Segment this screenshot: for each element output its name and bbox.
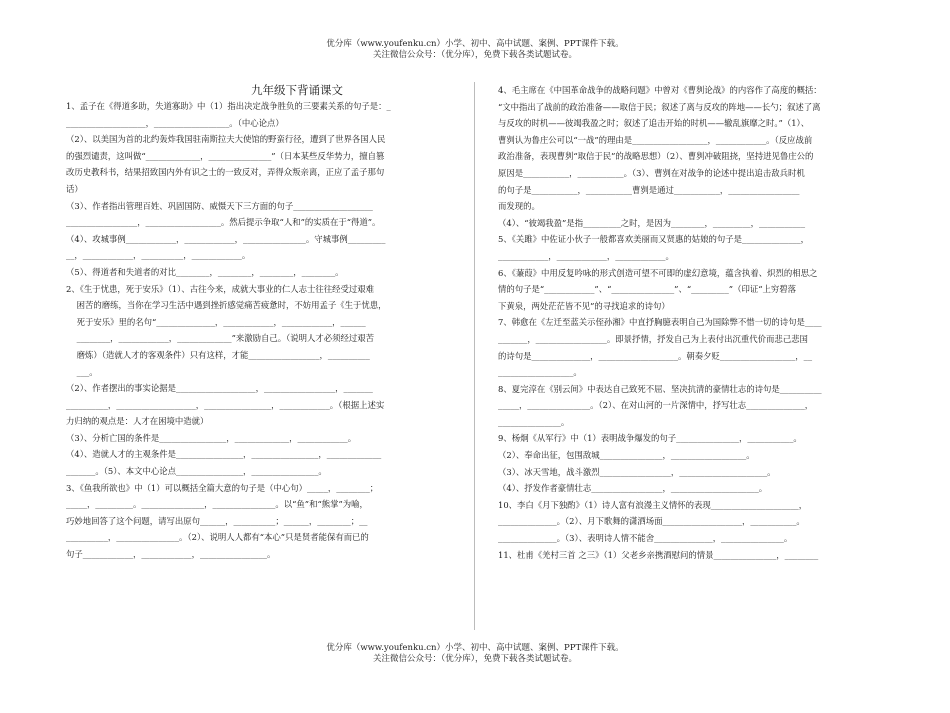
text-line: ____________，____________，____________。 bbox=[498, 250, 674, 261]
text-line: 巧妙地回答了这个问题，请写出原句______，__________；______，________；__ bbox=[66, 515, 368, 526]
text-line: 原因是___________，___________。（3）、曹刿在对战争的论述中提出追击敌兵时机 bbox=[498, 167, 805, 178]
footer-banner-line-1: 优分库（www.youfenku.cn）小学、初中、高中试题、案例、PPT课件下载。 bbox=[326, 643, 624, 653]
text-line: 磨炼）（造就人才的客观条件）只有这样，才能_________________，__________ bbox=[66, 349, 370, 360]
header-banner-line-1: 优分库（www.youfenku.cn）小学、初中、高中试题、案例、PPT课件下载。 bbox=[326, 39, 624, 49]
text-line: 困苦的磨练，当你在学习生活中遇到挫折感觉痛苦疲惫时，不妨用孟子《生于忧患， bbox=[66, 300, 387, 311]
text-line: 的句子是___________，___________曹刿是通过___________，_________________ bbox=[498, 184, 800, 195]
text-line: 曹刿认为鲁庄公可以“一战”的理由是__________________，____________。（反应战前 bbox=[498, 134, 813, 145]
text-line: 力归纳的观点是：人才在困境中造就） bbox=[66, 416, 209, 427]
text-line: _______，_________________。即景抒情，抒发自己为上表付出沉重代价而悲己悲国 bbox=[498, 333, 808, 344]
text-line: 2、《生于忧患，死于安乐》（1）、古往今来，成就大事业的仁人志士往往经受过艰难 bbox=[66, 283, 374, 294]
text-line: 11、杜甫《羌村三首 之三》（1）父老乡亲携酒慰问的情景_______________，________ bbox=[498, 549, 819, 560]
footer-banner bbox=[0, 643, 950, 665]
text-line: 8、夏完淳在《别云间》中表达自己致死不屈、坚决抗清的豪情壮志的诗句是__________ bbox=[498, 383, 822, 394]
text-line: 死于安乐》里的名句“______________，____________，____________，______ bbox=[66, 316, 366, 327]
text-line: 与反攻的时机——彼竭我盈之时；叙述了追击开始的时机——辙乱旗靡之时。”（1）、 bbox=[498, 118, 810, 129]
text-line: __________________。 bbox=[498, 367, 582, 378]
text-line: （3）、冰天雪地，战斗激烈_________________，_____________________。 bbox=[498, 466, 776, 477]
text-line: （4）、抒发作者豪情壮志_________________，_____________________。 bbox=[498, 483, 768, 494]
text-line: _______。（5）、本文中心论点________________，________________。 bbox=[66, 466, 327, 477]
footer-banner-line-2: 关注微信公众号：（优分库），免费下载各类试题试卷。 bbox=[372, 654, 577, 664]
text-line: 下黄泉，两处茫茫皆不见”的寻找追求的诗句） bbox=[498, 300, 670, 311]
text-line: “文中指出了战前的政治准备——取信于民；叙述了离与反攻的阵地——长勺；叙述了离 bbox=[498, 101, 821, 112]
column-divider bbox=[474, 82, 475, 630]
text-line: ______________。（2）、月下歌舞的潇洒场面___________________，___________。 bbox=[498, 516, 805, 527]
page-title: 九年级下背诵课文 bbox=[251, 83, 343, 97]
text-line: 3、《鱼我所欲也》中（1）可以概括全篇大意的句子是（中心句）_____，________； bbox=[66, 482, 379, 493]
text-line: _____，_______________。（2）、在对山河的一片深情中，抒写壮志______________， bbox=[498, 400, 814, 411]
text-line: 而发现的。 bbox=[498, 201, 540, 212]
text-line: _________________，__________________。然后提示争取“人和”的实质在于“得道”。 bbox=[66, 217, 381, 228]
text-line: _______________。 bbox=[498, 416, 570, 427]
text-line: ___________________，__________________。（中心论点） bbox=[66, 117, 284, 128]
text-line: 9、杨炯《从军行》中（1）表明战争爆发的句子_______________，___________。 bbox=[498, 433, 802, 444]
text-line: 1、孟子在《得道多助，失道寡助》中（1）指出决定战争胜负的三要素关系的句子是：_ bbox=[66, 101, 391, 111]
text-line: （2）、奉命出征，包围敌城_______________，__________________。 bbox=[498, 450, 755, 461]
header-banner bbox=[0, 39, 950, 61]
text-line: （2）、作者摆出的事实论据是___________________，_________________，_______ bbox=[66, 383, 373, 394]
text-line: 6、《蒹葭》中用反复吟咏的形式创造可望不可即的虚幻意境，蕴含执着、炽烈的相思之 bbox=[498, 267, 818, 278]
text-line: （4）、攻城事例____________，____________，_______________。守城事例_________ bbox=[66, 233, 386, 244]
text-line: （3）、分析亡国的条件是________________，_____________，____________。 bbox=[66, 432, 357, 443]
text-line: 句子____________，____________，________________。 bbox=[66, 549, 276, 560]
text-line: 政治准备，表现曹刿“取信于民”的战略思想）（2）、曹刿冲破阻挠，坚持进见鲁庄公的 bbox=[498, 151, 814, 162]
text-line: ________，____________，_____________”来激励自己。（说明人才必须经过艰苦 bbox=[66, 333, 375, 344]
text-line: （4）、“彼竭我盈”是指_________之时，是因为________，_________，___________ bbox=[498, 217, 806, 228]
text-line: 7、韩愈在《左迁至蓝关示侄孙湘》中直抒胸臆表明自己为国除弊不惜一切的诗句是____ bbox=[498, 317, 822, 328]
header-banner-line-2: 关注微信公众号：（优分库），免费下载各类试题试卷。 bbox=[372, 50, 577, 60]
text-line: __________，_______________。（2）、说明人人都有“本心”只是贤者能保有而已的 bbox=[66, 532, 369, 543]
text-line: __，____________，__________，____________。 bbox=[66, 250, 251, 261]
text-line: （2）、以美国为首的北约轰炸我国驻南斯拉夫大使馆的野蛮行径，遭到了世界各国人民 bbox=[66, 134, 386, 145]
text-line: 5、《关雎》中佐证小伙子一般都喜欢美丽而又贤惠的姑娘的句子是______________， bbox=[498, 234, 810, 245]
text-line: （4）、造就人才的主观条件是________________，________________，_____________ bbox=[66, 449, 382, 460]
text-line: 改历史教科书，结果招致国内外有识之士的一致反对，弄得众叛亲离，正应了孟子那句 bbox=[66, 167, 385, 178]
text-line: 的诗句是______________，___________________。朝奏夕贬__________________，__ bbox=[498, 350, 813, 361]
text-line: 话） bbox=[66, 183, 83, 194]
left-column bbox=[66, 82, 458, 563]
text-line: __________，___________________，________________，____________。（根据上述实 bbox=[66, 399, 385, 410]
text-line: 的强烈谴责，这叫做“_____________，_______________”（日本某些反华势力，擅自篡 bbox=[66, 150, 385, 161]
right-column bbox=[498, 82, 890, 563]
text-line: ______________。（3）、表明诗人情不能舍______________，_______________。 bbox=[498, 533, 793, 544]
text-line: ___。 bbox=[66, 366, 98, 377]
text-line: 情的句子是“____________”、“_______________”、“_________”（印证“上穷碧落 bbox=[498, 284, 796, 295]
text-line: _____，_________。_______________，_______________。以“鱼”和“熊掌”为喻， bbox=[66, 499, 368, 510]
text-line: （5）、得道者和失道者的对比________，________，________，________。 bbox=[66, 266, 344, 277]
text-line: 10、李白《月下独酌》（1）诗人富有浪漫主义情怀的表现_____________________， bbox=[498, 499, 808, 510]
text-line: 4、毛主席在《中国革命战争的战略问题》中曾对《曹刿论战》的内容作了高度的概括： bbox=[498, 85, 822, 95]
text-line: （3）、作者指出管理百姓、巩固国防、威慑天下三方面的句子___________________ bbox=[66, 200, 373, 211]
